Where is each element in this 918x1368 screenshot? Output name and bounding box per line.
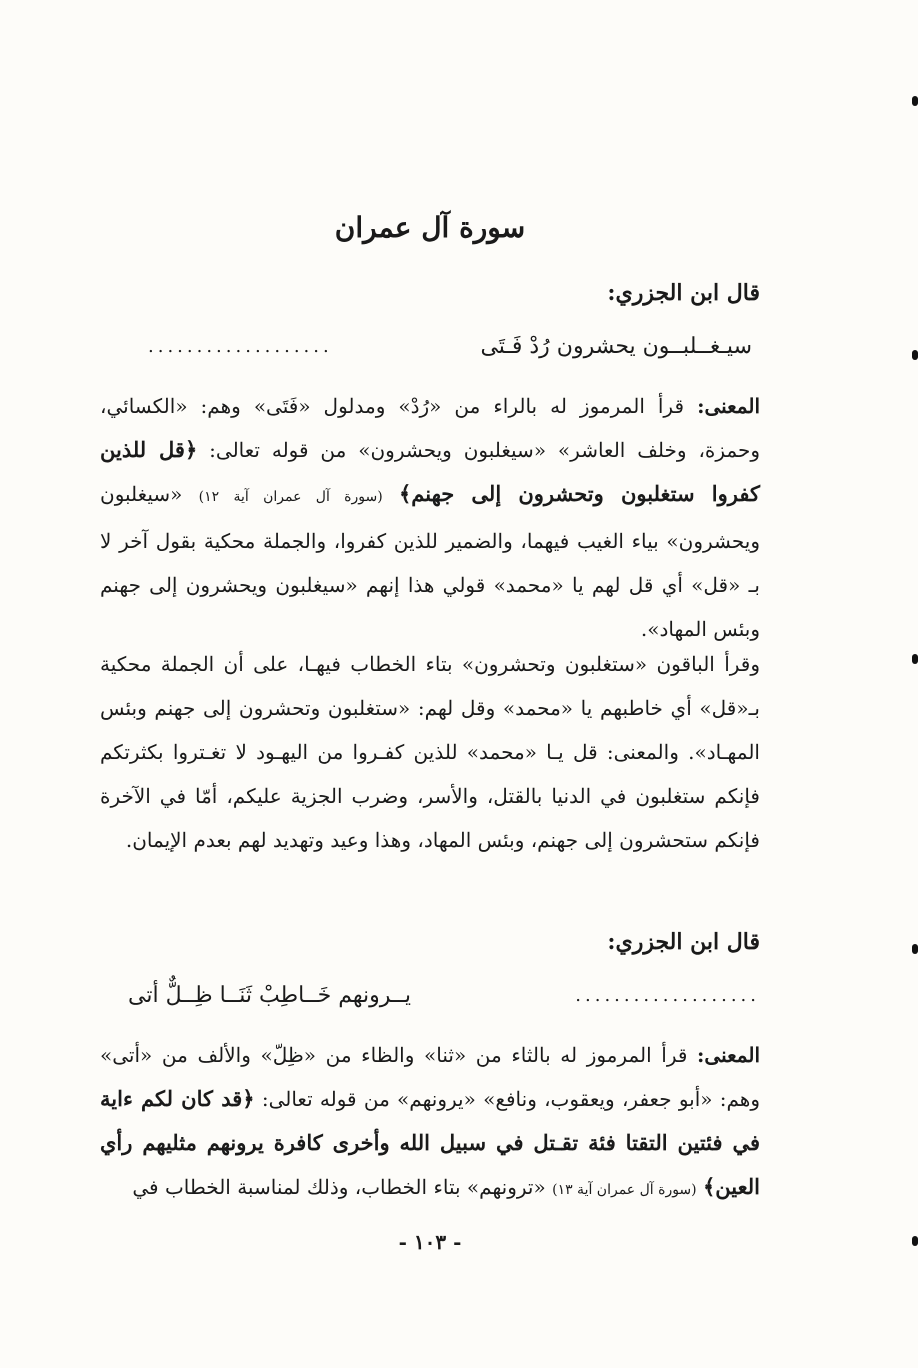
explanation-paragraph bbox=[100, 642, 760, 862]
surah-title: سورة آل عمران bbox=[334, 211, 526, 244]
meaning-label: المعنى: bbox=[697, 1043, 760, 1067]
section-heading: قال ابن الجزري: bbox=[607, 929, 760, 955]
scan-margin-mark bbox=[912, 1236, 918, 1246]
verse-first-hemistich: سيـغــلبــون يحشرون رُدْ فَـتَى bbox=[480, 334, 752, 359]
quran-verse: ﴿قد كان لكم ءاية في فئتين التقتا فئة تقـتل في سبيل الله وأخرى كافرة يرونهم مثليهم رأي العين﴾ bbox=[100, 1086, 760, 1199]
explanation-text: وقرأ الباقون «ستغلبون وتحشرون» بتاء الخطاب فيهـا، على أن الجملة محكية بـ«قل» أي خاطبهم يا «محمد» وقل لهم: «ستغلبون وتحشرون إلى جهنم وبئس المهـاد». والمعنى: قل يـا «محمد» للذين كفـروا من اليهـود لا تغـتروا بكثرتكم فإنكم ستغلبون في الدنيا بالقتل، والأسر، وضرب الجزية عليكم، أمّا في الآخرة فإنكم ستحشرون إلى جهنم، وبئس المهاد، وهذا وعيد وتهديد لهم بعدم الإيمان. bbox=[100, 652, 760, 852]
section-heading: قال ابن الجزري: bbox=[607, 280, 760, 306]
explanation-text: «سيغلبون ويحشرون» بياء الغيب فيهما، والضمير للذين كفروا، والجملة محكية بقول آخر لا بـ «قل» أي قل لهم يا «محمد» قولي هذا إنهم «سيغلبون ويحشرون إلى جهنم وبئس المهاد». bbox=[100, 482, 760, 641]
quran-reference: (سورة آل عمران آية ١٢) bbox=[198, 489, 383, 505]
quran-verse: ﴿قل للذين كفروا ستغلبون وتحشرون إلى جهنم﴾ bbox=[100, 437, 760, 506]
explanation-paragraph bbox=[100, 384, 760, 651]
verse-dots: ................... bbox=[575, 985, 760, 1006]
explanation-text: قرأ المرموز له بالراء من «رُدْ» ومدلول «فَتَى» وهم: «الكسائي، وحمزة، وخلف العاشر» «سيغلبون ويحشرون» من قوله تعالى: bbox=[100, 394, 760, 462]
quran-reference: (سورة آل عمران آية ١٣) bbox=[552, 1182, 697, 1198]
scan-margin-mark bbox=[912, 944, 918, 954]
poem-verse bbox=[100, 329, 760, 365]
explanation-text: قرأ المرموز له بالثاء من «ثنا» والظاء من «ظِلّ» والألف من «أتى» وهم: «أبو جعفر، ويعقوب، ونافع» «يرونهم» من قوله تعالى: bbox=[100, 1043, 761, 1111]
verse-dots: ................... bbox=[148, 336, 333, 357]
book-page bbox=[100, 0, 760, 1368]
scan-margin-mark bbox=[912, 654, 918, 664]
scan-margin-mark bbox=[912, 96, 918, 106]
meaning-label: المعنى: bbox=[697, 394, 761, 418]
scan-margin-mark bbox=[912, 350, 918, 360]
explanation-text: «ترونهم» بتاء الخطاب، وذلك لمناسبة الخطاب في bbox=[132, 1175, 546, 1199]
page-number: - ١٠٣ - bbox=[398, 1230, 462, 1254]
verse-first-hemistich: يــرونهم خَــاطِبْ ثَنَــا ظِــلٌّ أتى bbox=[128, 983, 411, 1008]
explanation-paragraph bbox=[100, 1033, 760, 1212]
poem-verse bbox=[100, 978, 760, 1014]
